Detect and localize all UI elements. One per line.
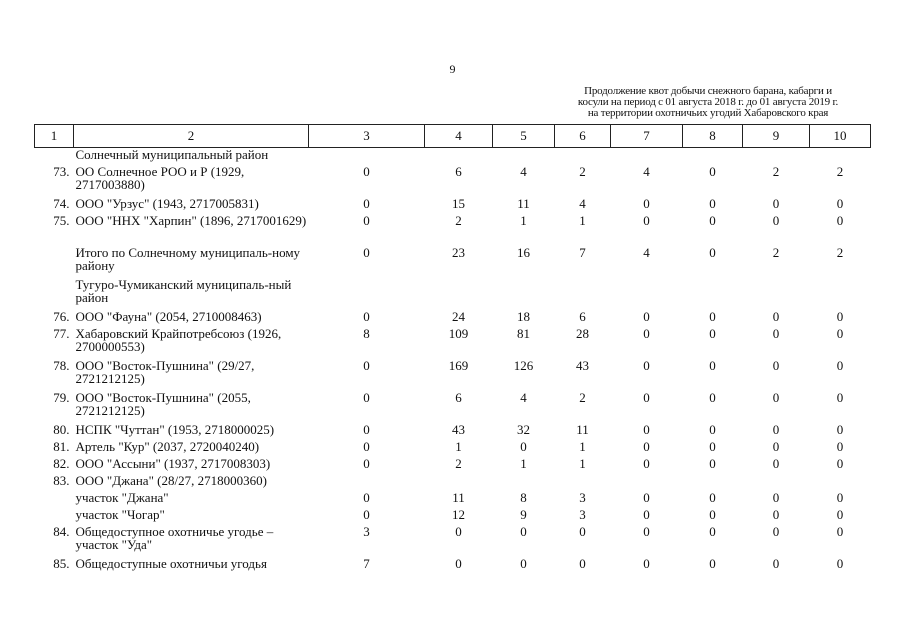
quota-value-col4: 43 [452,422,465,437]
quota-value-col4: 23 [452,245,465,260]
quota-value-col4: 6 [455,390,462,405]
quota-value-col3: 0 [363,358,370,373]
table-row [35,310,871,327]
table-row [35,359,871,391]
table-row [35,246,871,278]
quota-value-col9: 0 [772,439,780,454]
row-name: Тугуро-Чумиканский муниципаль-ный район [75,277,292,305]
quota-value-col6: 3 [579,490,586,505]
quota-value-col5 [493,474,555,491]
quota-value-col6: 43 [576,358,589,373]
quota-value-col3: 0 [363,213,370,228]
quota-value-col3: 0 [363,245,370,260]
quota-value-col6 [555,278,611,310]
quota-value-col10: 0 [836,358,844,373]
row-number [35,246,74,278]
column-header: 6 [555,125,611,148]
row-name: Солнечный муниципальный район [75,147,269,162]
quota-value-col6 [555,148,611,166]
quota-value-col10 [810,148,871,166]
quota-value-col3: 0 [363,196,370,211]
row-name: Итого по Солнечному муниципаль-ному району [75,245,301,273]
column-header: 4 [425,125,493,148]
table-row [35,327,871,359]
quota-value-col5: 0 [520,524,527,539]
quota-value-col4: 15 [452,196,465,211]
row-number [35,491,74,508]
quota-value-col4: 1 [455,439,462,454]
quota-value-col3: 0 [363,309,370,324]
quota-value-col6: 1 [579,439,586,454]
quota-value-col8: 0 [709,309,716,324]
quota-value-col9: 0 [772,390,780,405]
table-caption [538,86,878,119]
quota-value-col7: 0 [643,556,650,571]
quota-value-col3: 0 [363,164,370,179]
table-row [35,423,871,440]
quota-value-col9: 2 [772,164,780,179]
quota-value-col4: 2 [455,213,462,228]
quota-value-col9 [743,474,810,491]
quota-value-col6: 6 [579,309,586,324]
row-name: Хабаровский Крайпотребсоюз (1926, 2700000553) [75,326,282,354]
row-number [35,148,74,166]
row-name: ООО "Джана" (28/27, 2718000360) [75,473,267,488]
table-row [35,391,871,423]
quota-value-col8 [683,474,743,491]
row-name: Общедоступные охотничьи угодья [75,556,267,571]
quota-value-col7: 0 [643,524,650,539]
table-row [35,214,871,246]
row-number [35,278,74,310]
quota-value-col7 [611,278,683,310]
quota-value-col5: 32 [517,422,530,437]
quota-value-col10: 0 [836,490,844,505]
quota-value-col4: 24 [452,309,465,324]
quota-value-col8: 0 [709,245,716,260]
quota-value-col7: 0 [643,326,650,341]
row-number: 79. [53,390,70,405]
caption-line: на территории охотничьих угодий Хабаровского края [587,107,829,119]
quota-value-col10: 2 [836,245,844,260]
column-header: 3 [309,125,425,148]
quota-value-col7: 0 [643,390,650,405]
quota-value-col3 [309,474,425,491]
quota-value-col5: 11 [517,196,530,211]
quota-value-col6: 28 [576,326,589,341]
table-row [35,440,871,457]
row-number: 74. [53,196,70,211]
quota-value-col4: 12 [452,507,465,522]
row-number: 81. [53,439,70,454]
table-row [35,525,871,557]
column-header: 8 [683,125,743,148]
quota-value-col3: 0 [363,439,370,454]
quota-value-col6: 1 [579,213,586,228]
quota-value-col3 [309,278,425,310]
quota-value-col3: 0 [363,390,370,405]
quota-value-col10: 0 [836,196,844,211]
quota-value-col7 [611,148,683,166]
row-number: 82. [53,456,70,471]
quota-value-col7: 0 [643,490,650,505]
quota-value-col5 [493,278,555,310]
quota-value-col3: 0 [363,507,370,522]
quota-value-col3: 7 [363,556,370,571]
quota-value-col7: 4 [643,245,650,260]
quota-value-col7: 0 [643,456,650,471]
quota-value-col9: 0 [772,422,780,437]
quota-value-col6: 3 [579,507,586,522]
quota-value-col4: 169 [448,358,469,373]
row-number: 73. [53,164,70,179]
quota-value-col8: 0 [709,213,716,228]
quota-value-col5: 1 [520,456,527,471]
quota-value-col3 [309,148,425,166]
column-header: 5 [493,125,555,148]
quota-value-col9 [743,278,810,310]
quota-value-col10: 0 [836,556,844,571]
quota-value-col10: 0 [836,309,844,324]
quota-value-col7: 0 [643,309,650,324]
row-number: 75. [53,213,70,228]
quota-value-col4: 2 [455,456,462,471]
quota-value-col10: 0 [836,524,844,539]
quota-value-col7: 0 [643,196,650,211]
quota-value-col7: 0 [643,358,650,373]
caption-line: косули на период с 01 августа 2018 г. до 01 августа 2019 г. [577,96,839,108]
quota-value-col8 [683,278,743,310]
table-body [35,148,871,575]
quota-value-col7: 0 [643,507,650,522]
quota-value-col8: 0 [709,439,716,454]
quota-value-col3: 3 [363,524,370,539]
column-header: 10 [810,125,871,148]
quota-value-col5: 4 [520,164,527,179]
row-number: 85. [53,556,70,571]
table-row [35,474,871,491]
quota-value-col3: 0 [363,456,370,471]
quota-value-col10: 0 [836,439,844,454]
table-row [35,278,871,310]
quota-value-col6 [555,474,611,491]
quota-value-col3: 0 [363,490,370,505]
quota-value-col5: 16 [517,245,530,260]
row-name: ООО "Восток-Пушнина" (29/27, 2721212125) [75,358,255,386]
table-row [35,165,871,197]
quota-value-col3: 0 [363,422,370,437]
row-number: 80. [53,422,70,437]
quota-value-col4: 6 [455,164,462,179]
quota-value-col8: 0 [709,490,716,505]
quota-value-col7: 0 [643,213,650,228]
quota-value-col10 [810,474,871,491]
quota-value-col6: 2 [579,390,586,405]
table-row [35,491,871,508]
row-name: участок "Джана" [75,490,169,505]
row-name: ООО "ННХ "Харпин" (1896, 2717001629) [75,213,307,228]
quota-value-col6: 4 [579,196,586,211]
quota-value-col8: 0 [709,326,716,341]
quota-table [34,124,871,574]
quota-value-col9: 0 [772,309,780,324]
quota-value-col9: 2 [772,245,780,260]
quota-value-col5: 1 [520,213,527,228]
quota-value-col5: 4 [520,390,527,405]
quota-value-col9: 0 [772,456,780,471]
row-name: ООО "Ассыни" (1937, 2717008303) [75,456,271,471]
row-number [35,508,74,525]
quota-value-col7: 4 [643,164,650,179]
table-header-row [35,125,871,148]
quota-value-col9: 0 [772,213,780,228]
row-name: Артель "Кур" (2037, 2720040240) [75,439,260,454]
quota-value-col4 [425,278,493,310]
quota-value-col8: 0 [709,390,716,405]
column-header: 1 [35,125,74,148]
row-number: 84. [53,524,70,539]
quota-value-col9: 0 [772,358,780,373]
row-name: ООО "Фауна" (2054, 2710008463) [75,309,262,324]
quota-value-col4 [425,474,493,491]
quota-value-col10: 0 [836,456,844,471]
quota-value-col10: 0 [836,326,844,341]
row-name: Общедоступное охотничье угодье – участок "Уда" [75,524,274,552]
quota-value-col8: 0 [709,422,716,437]
row-name: ОО Солнечное РОО и Р (1929, 2717003880) [75,164,245,192]
quota-value-col4 [425,148,493,166]
quota-value-col10: 0 [836,390,844,405]
quota-value-col5 [493,148,555,166]
column-header: 2 [74,125,309,148]
quota-value-col5: 8 [520,490,527,505]
quota-value-col4: 11 [452,490,465,505]
quota-value-col5: 18 [517,309,530,324]
quota-value-col9: 0 [772,524,780,539]
quota-value-col10: 2 [836,164,844,179]
quota-value-col8: 0 [709,507,716,522]
quota-value-col9 [743,148,810,166]
quota-value-col4: 0 [455,556,462,571]
quota-value-col6: 0 [579,524,586,539]
quota-value-col4: 0 [455,524,462,539]
quota-value-col5: 9 [520,507,527,522]
quota-value-col7 [611,474,683,491]
row-number: 83. [53,473,70,488]
quota-value-col8 [683,148,743,166]
quota-value-col8: 0 [709,196,716,211]
column-header: 7 [611,125,683,148]
quota-value-col7: 0 [643,439,650,454]
quota-value-col8: 0 [709,456,716,471]
row-name: НСПК "Чуттан" (1953, 2718000025) [75,422,275,437]
table-row [35,197,871,214]
quota-value-col6: 11 [576,422,589,437]
quota-value-col4: 109 [448,326,469,341]
quota-value-col8: 0 [709,524,716,539]
quota-value-col10: 0 [836,422,844,437]
caption-line: Продолжение квот добычи снежного барана, кабарги и [584,85,832,97]
quota-value-col3: 8 [363,326,370,341]
quota-value-col9: 0 [772,490,780,505]
table-row [35,508,871,525]
quota-value-col6: 1 [579,456,586,471]
quota-value-col10: 0 [836,213,844,228]
table-row [35,557,871,574]
row-number: 77. [53,326,70,341]
quota-value-col5: 0 [520,439,527,454]
page-number: 9 [449,62,456,76]
row-name: ООО "Восток-Пушнина" (2055, 2721212125) [75,390,251,418]
row-number: 78. [53,358,70,373]
quota-value-col8: 0 [709,556,716,571]
quota-value-col9: 0 [772,507,780,522]
column-header: 9 [743,125,810,148]
quota-value-col5: 0 [520,556,527,571]
quota-value-col5: 126 [513,358,534,373]
table-row [35,457,871,474]
quota-value-col10 [810,278,871,310]
quota-value-col6: 0 [579,556,586,571]
quota-value-col6: 2 [579,164,586,179]
row-name: ООО "Урзус" (1943, 2717005831) [75,196,259,211]
quota-value-col9: 0 [772,556,780,571]
table-row [35,148,871,166]
row-number: 76. [53,309,70,324]
row-name: участок "Чогар" [75,507,165,522]
quota-value-col9: 0 [772,326,780,341]
quota-value-col9: 0 [772,196,780,211]
quota-value-col6: 7 [579,245,586,260]
quota-value-col10: 0 [836,507,844,522]
quota-value-col8: 0 [709,358,716,373]
quota-value-col8: 0 [709,164,716,179]
quota-value-col5: 81 [517,326,530,341]
quota-value-col7: 0 [643,422,650,437]
